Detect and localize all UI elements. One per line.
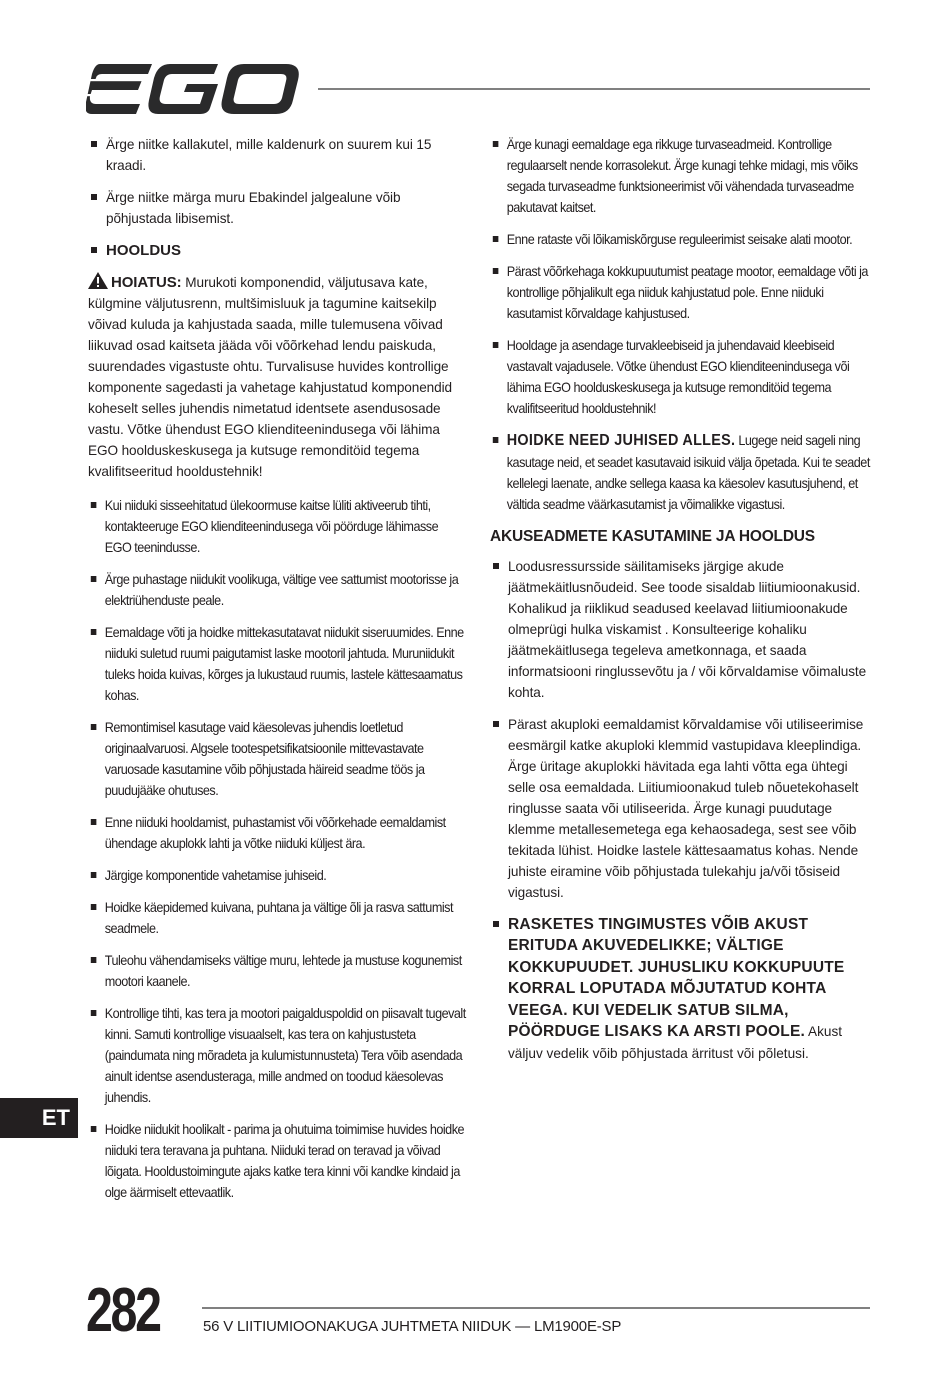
footer-rule <box>202 1307 870 1309</box>
list-item: Tuleohu vähendamiseks vältige muru, lehtede ja mustuse kogunemist mootori kaanele. <box>88 950 466 992</box>
list-item: Järgige komponentide vahetamise juhiseid. <box>88 865 466 886</box>
page-number: 282 <box>86 1276 160 1345</box>
list-item: Enne rataste või lõikamiskõrguse reguleerimist seisake alati mootor. <box>490 229 870 250</box>
warning-text: Murukoti komponendid, väljutusava kate, külgmine väljutusrenn, multšimisluuk ja tagumine kaitsekilp võivad kuluda ja kahjustada saada, mille tulemusena võivad liikuvad osad kaitseta jääda või võõrkehad lendu paiskuda, suurendades vigastuste ohtu. Turvalisuse huvides kontrollige komponente sagedasti ja vahetage kahjustatud komponendid koheselt selles juhendis nimetatud identsete asendusosade vastu. Võtke ühendust EGO klienditeenindusega või lähima EGO hoolduskeskusega ja kutsuge remonditöid tegema kvalifitseeritud hooldustehnik! <box>88 275 452 479</box>
list-item: Remontimisel kasutage vaid käesolevas juhendis loetletud originaalvaruosi. Algsele tootespetsifikatsioonile mittevastavate varuosade kasutamine võib põhjustada häireid seadme töös ja puudujääke ohutuses. <box>88 717 466 801</box>
ego-logo <box>86 64 300 114</box>
warning-triangle-icon <box>88 272 108 289</box>
language-tab: ET <box>0 1098 78 1138</box>
list-item: Ärge puhastage niidukit voolikuga, vältige vee sattumist mootorisse ja elektriühenduste peale. <box>88 569 466 611</box>
list-item: Ärge niitke kallakutel, mille kaldenurk on suurem kui 15 kraadi. <box>88 134 468 176</box>
warning-paragraph <box>88 272 468 482</box>
list-item: Kontrollige tihti, kas tera ja mootori paigalduspoldid on piisavalt tugevalt kinni. Samuti kontrollige visuaalselt, kas tera on kahjustusteta (paindumata ning mõradeta ja kulumistunnusteta) Tera võib asendada ainult identse asendusteraga, mille andmed on toodud käesolevas juhendis. <box>88 1003 466 1108</box>
battery-section-title: AKUSEADMETE KASUTAMINE JA HOOLDUS <box>490 527 815 545</box>
list-item: Eemaldage võti ja hoidke mittekasutatavat niidukit siseruumides. Enne niiduki suletud ruumi paigutamist laske mootoril jahtuda. Muruniidukit tuleks hoida kuivas, kõrges ja lukustaud ruumis, lastele kättesaamatus kohas. <box>88 622 466 706</box>
keep-instructions-label: HOIDKE NEED JUHISED ALLES. <box>506 432 736 449</box>
right-column <box>490 134 872 1075</box>
battery-fluid-warning-label: RASKETES TINGIMUSTES VÕIB AKUST ERITUDA AKUVEDELIKKE; VÄLTIGE KOKKUPUUDET. JUHUSLIKU KOKKUPUUTE KORRAL LOPUTADA MÕJUTATUD KOHTA VEEGA. KUI VEDELIK SATUB SILMA, PÖÖRDUGE LISAKS KA ARSTI POOLE. <box>508 915 845 1040</box>
keep-instructions-text: Lugege neid sageli ning kasutage neid, et seadet kasutavaid isikuid välja õpetada. Kui te seadet kellelegi laenate, andke sellega kaasa ka käesolev kasutusjuhend, et vältida seadme väärkasutamist ja võimalikke vigastusi. <box>506 433 870 512</box>
left-column <box>88 134 468 1214</box>
keep-instructions-item <box>490 430 870 515</box>
maintenance-heading: HOOLDUS <box>88 240 468 262</box>
list-item: Kui niiduki sisseehitatud ülekoormuse kaitse lüliti aktiveerub tihti, kontakteeruge EGO klienditeenindusega või pöörduge lähimasse EGO teenindusse. <box>88 495 466 558</box>
list-item: Enne niiduki hooldamist, puhastamist või võõrkehade eemaldamist ühendage akuplokk lahti ja võtke niiduki küljest ära. <box>88 812 466 854</box>
battery-fluid-warning-text: Akust väljuv vedelik võib põhjustada ärritust või põletusi. <box>508 1024 843 1061</box>
list-item: Pärast võõrkehaga kokkupuutumist peatage mootor, eemaldage võti ja kontrollige põhjalikult ega niiduk kahjustatud pole. Enne niiduki kasutamist kõrvaldage kahjustused. <box>490 261 870 324</box>
list-item: Pärast akuploki eemaldamist kõrvaldamise või utiliseerimise eesmärgil katke akuploki klemmid vastupidava kleeplindiga. Ärge üritage akuplokki hävitada ega lahti võtta ega ühtegi selle osa eemaldada. Liitiumioonakud tuleb nõuetekohaselt ringlusse saata või utiliseerida. Ärge kunagi puudutage klemme metallesemetega ega kehaosadega, sest see võib tekitada lühist. Hoidke lastele kättesaamatus kohas. Nende juhiste eiramine võib põhjustada tulekahju ja/või tõsiseid vigastusi. <box>490 714 872 903</box>
list-item: Ärge niitke märga muru Ebakindel jalgealune võib põhjustada libisemist. <box>88 187 468 229</box>
warning-label: HOIATUS: <box>111 274 182 291</box>
list-item: Ärge kunagi eemaldage ega rikkuge turvaseadmeid. Kontrollige regulaarselt nende korrasolekut. Ärge kunagi tehke midagi, mis võiks segada turvaseadme funktsioneerimist või vähendada turvaseadme pakutavat kaitset. <box>490 134 870 218</box>
list-item: Loodusressursside säilitamiseks järgige akude jäätmekäitlusnõudeid. See toode sisaldab liitiumioonakusid. Kohalikud ja riiklikud seadused keelavad liitiumioonakude olmeprügi hulka viskamist . Konsulteerige kohaliku jäätmekäitlusega tegeleva ametkonnaga, et saada informatsiooni ringlussevõtu ja / või kõrvaldamise võimaluste kohta. <box>490 556 872 703</box>
battery-fluid-warning <box>490 914 872 1064</box>
footer-title: 56 V LIITIUMIOONAKUGA JUHTMETA NIIDUK — LM1900E-SP <box>203 1318 622 1335</box>
list-item: Hoidke niidukit hoolikalt - parima ja ohutuima toimimise huvides hoidke niiduki tera teravana ja puhtana. Niiduki terad on teravad ja võivad lõigata. Hooldustoimingute ajaks katke tera kinni või kandke kindaid ja olge äärmiselt ettevaatlik. <box>88 1119 466 1203</box>
header-rule <box>318 88 870 90</box>
list-item: Hoidke käepidemed kuivana, puhtana ja vältige õli ja rasva sattumist seadmele. <box>88 897 466 939</box>
list-item: Hooldage ja asendage turvakleebiseid ja juhendavaid kleebiseid vastavalt vajadusele. Võtke ühendust EGO klienditeenindusega või lähima EGO hoolduskeskusega ja kutsuge remonditöid tegema kvalifitseeritud hooldustehnik! <box>490 335 870 419</box>
